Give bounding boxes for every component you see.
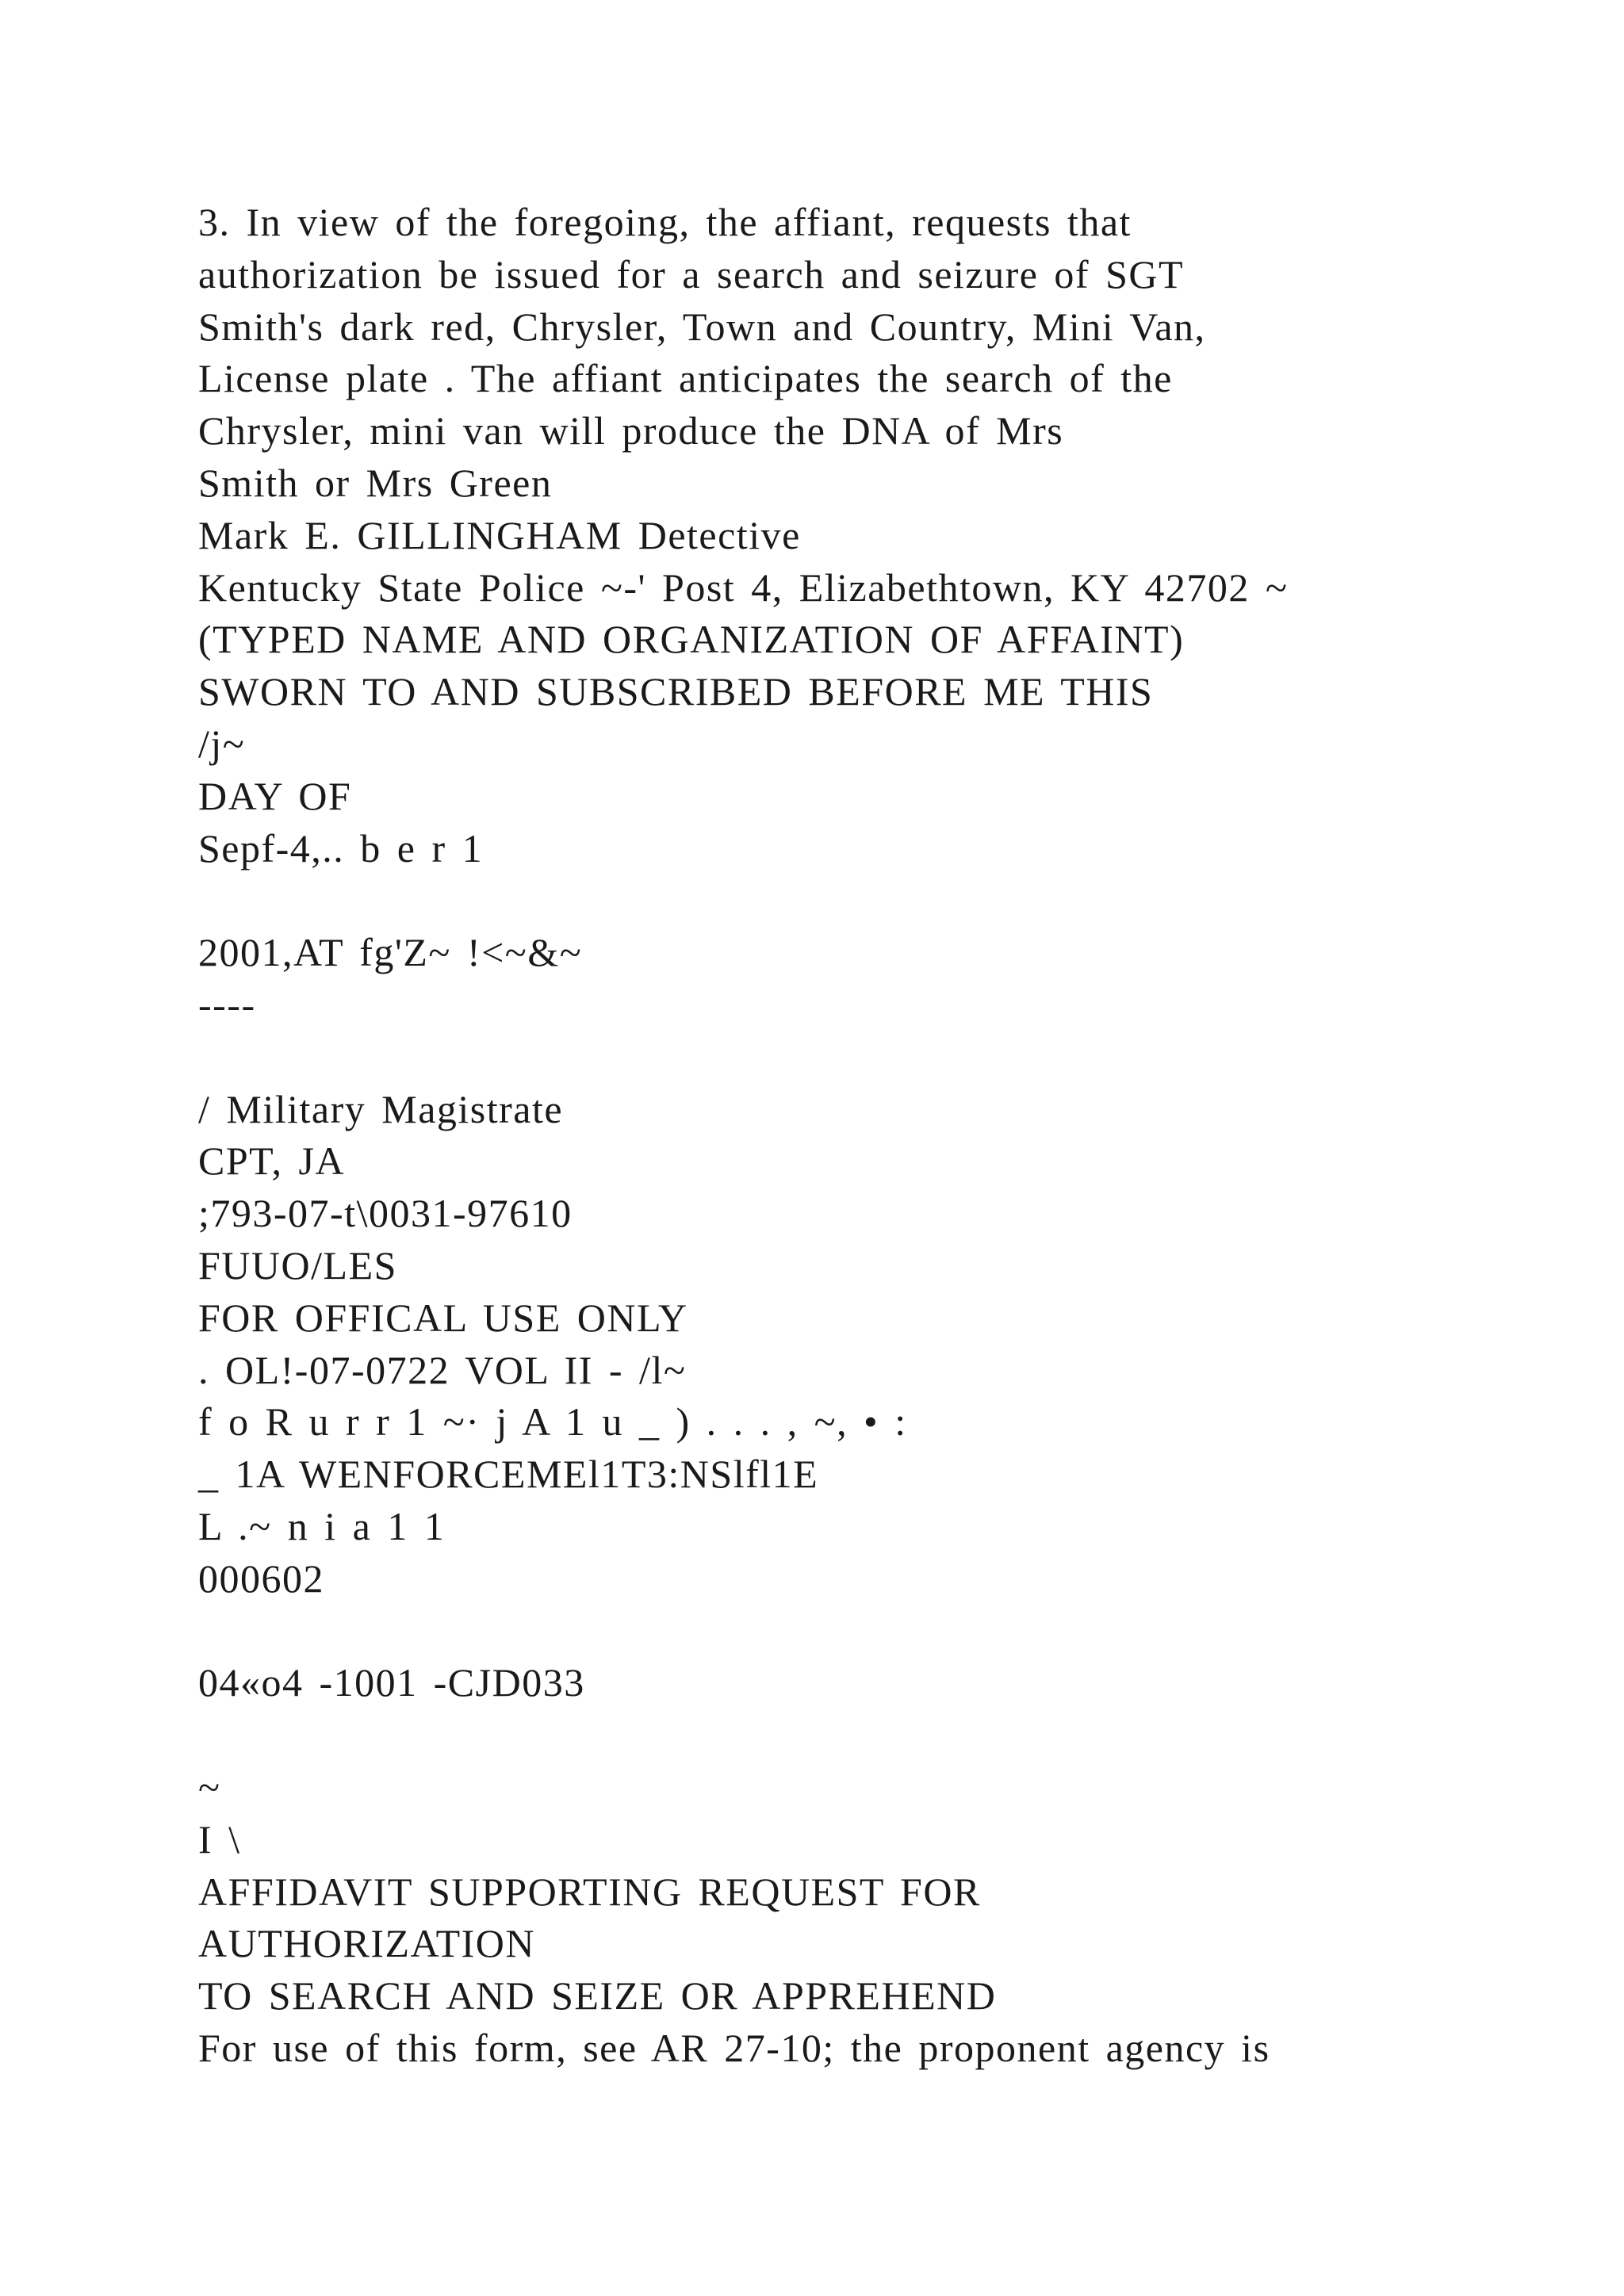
text-line: CPT, JA (198, 1138, 346, 1184)
text-line: License plate . The affiant anticipates the search of the (198, 356, 1173, 401)
text-line: ~ (198, 1764, 221, 1809)
text-line: For use of this form, see AR 27-10; the proponent agency is (198, 2025, 1270, 2070)
document-text (198, 197, 1435, 2075)
text-line: _ 1A WENFORCEMEl1T3:NSlfl1E (198, 1452, 819, 1497)
text-line: FOR OFFICAL USE ONLY (198, 1295, 688, 1340)
text-line: (TYPED NAME AND ORGANIZATION OF AFFAINT) (198, 617, 1185, 662)
text-line: SWORN TO AND SUBSCRIBED BEFORE ME THIS (198, 669, 1154, 714)
text-line: Smith's dark red, Chrysler, Town and Country, Mini Van, (198, 304, 1206, 349)
blank-line (198, 1031, 1435, 1084)
text-line: 2001,AT fg'Z~ !<~&~ (198, 930, 583, 975)
blank-line (198, 1605, 1435, 1658)
text-line: authorization be issued for a search and seizure of SGT (198, 251, 1185, 297)
text-line: Chrysler, mini van will produce the DNA of Mrs (198, 408, 1064, 453)
text-line: I \ (198, 1816, 241, 1862)
text-line: DAY OF (198, 773, 352, 818)
text-line: . OL!-07-0722 VOL II - /l~ (198, 1347, 687, 1392)
text-line: Mark E. GILLINGHAM Detective (198, 512, 801, 557)
blank-line (198, 1709, 1435, 1762)
text-line: 000602 (198, 1556, 324, 1601)
text-line: FUUO/LES (198, 1242, 397, 1288)
form-title-line: AFFIDAVIT SUPPORTING REQUEST FOR (198, 1869, 981, 1914)
text-line: Kentucky State Police ~-' Post 4, Elizabethtown, KY 42702 ~ (198, 564, 1289, 610)
text-line: Smith or Mrs Green (198, 460, 553, 505)
text-line: / Military Magistrate (198, 1086, 564, 1131)
blank-line (198, 874, 1435, 927)
form-title-line: TO SEARCH AND SEIZE OR APPREHEND (198, 1973, 997, 2019)
text-line: Sepf-4,.. b e r 1 (198, 825, 484, 871)
text-line: /j~ (198, 721, 246, 766)
text-line: 3. In view of the foregoing, the affiant, requests that (198, 200, 1132, 244)
form-title-line: AUTHORIZATION (198, 1921, 535, 1966)
text-line: ;793-07-t\0031-97610 (198, 1191, 573, 1236)
text-line: L .~ n i a 1 1 (198, 1503, 446, 1548)
text-line: f o R u r r 1 ~· j A 1 u _ ) . . . , ~, • : (198, 1399, 907, 1445)
text-line: 04«o4 -1001 -CJD033 (198, 1660, 585, 1705)
text-line: ---- (198, 982, 256, 1027)
